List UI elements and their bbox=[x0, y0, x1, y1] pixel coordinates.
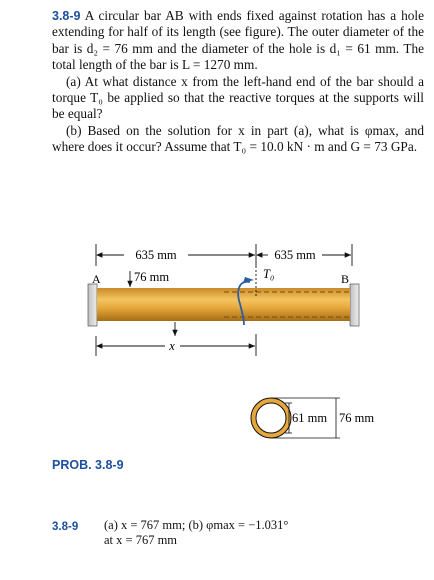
answer-line-2: at x = 767 mm bbox=[104, 533, 178, 547]
label-a: A bbox=[92, 272, 101, 286]
wall-right bbox=[350, 284, 359, 326]
x-dimension bbox=[96, 322, 256, 356]
wall-left bbox=[88, 284, 97, 326]
answer-number: 3.8-9 bbox=[52, 521, 79, 533]
bar-body bbox=[97, 288, 350, 321]
label-b: B bbox=[341, 272, 350, 286]
problem-number: 3.8-9 bbox=[52, 9, 81, 23]
outer-diameter-label: 76 mm bbox=[339, 411, 375, 425]
dim-right-label: 635 mm bbox=[274, 248, 316, 262]
hole-diameter-label: 61 mm bbox=[292, 411, 328, 425]
problem-part-a: (a) At what distance x from the left-hand end of the bar should a torque T₀ be applied so that the reactive torques at the supports will be equal? bbox=[52, 73, 424, 122]
diameter-label: 76 mm bbox=[134, 270, 170, 284]
diameter-marker bbox=[130, 270, 169, 287]
cross-section bbox=[251, 398, 374, 438]
answer-text bbox=[104, 518, 288, 548]
torque-label: T₀ bbox=[263, 267, 275, 281]
prob-label: PROB. 3.8-9 bbox=[52, 458, 124, 472]
x-label: x bbox=[169, 339, 175, 353]
problem-stem-text: A circular bar AB with ends fixed against rotation has a hole extending for half of its length (see figure). The outer diameter of the bar is d₂ = 76 mm and the diameter of the hole is d₁ = 61 mm. The total length of the bar is L = 1270 mm. bbox=[52, 8, 425, 73]
dim-left-label: 635 mm bbox=[135, 248, 177, 262]
dimension-top bbox=[96, 244, 352, 266]
problem-part-b: (b) Based on the solution for x in part (a), what is φmax, and where does it occur? Assume that T₀ = 10.0 kN · m and G = 73 GPa. bbox=[52, 122, 424, 155]
answer-line-1: (a) x = 767 mm; (b) φmax = −1.031° bbox=[104, 518, 289, 532]
